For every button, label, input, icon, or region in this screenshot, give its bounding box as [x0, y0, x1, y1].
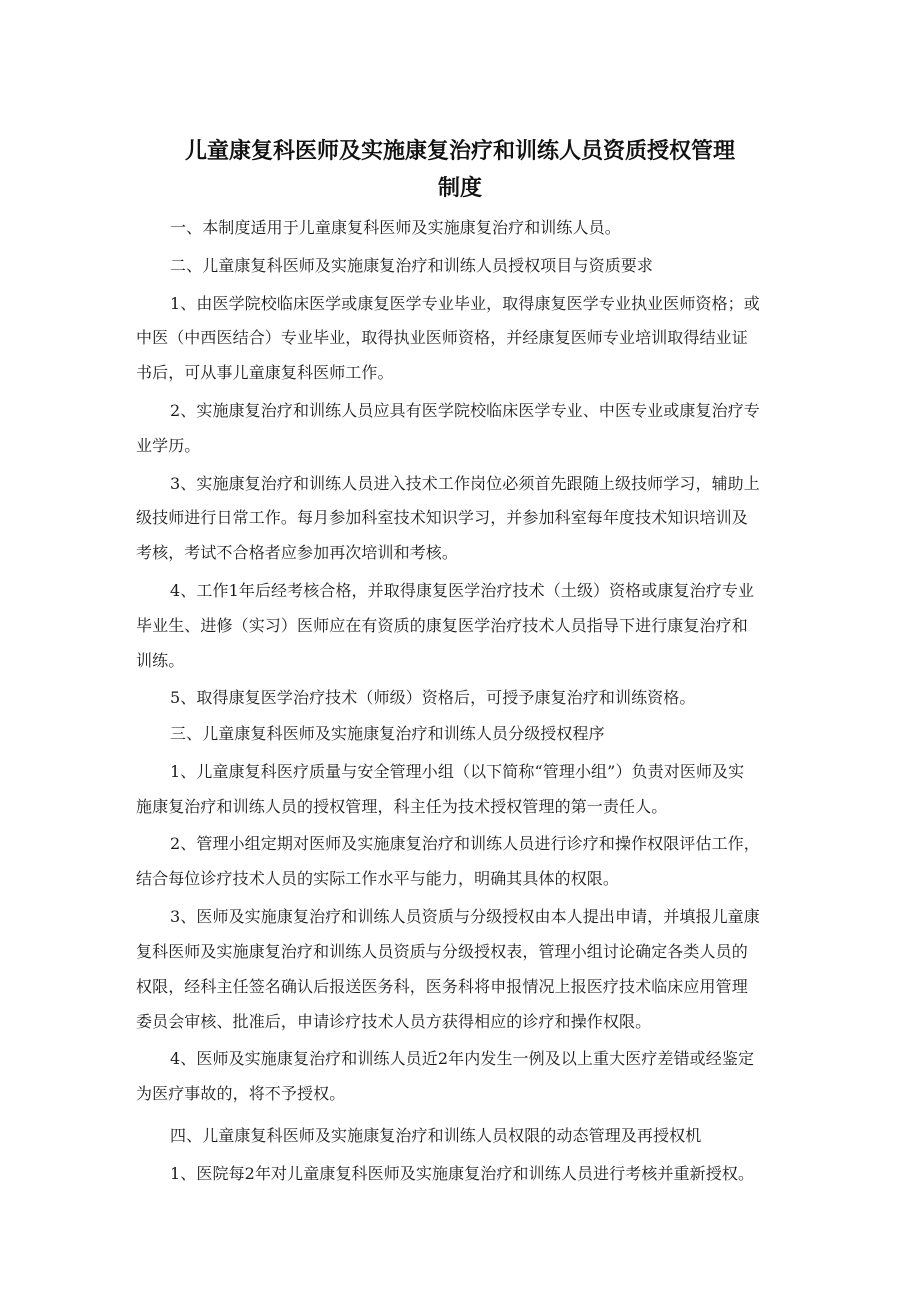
- section-3-heading: 三、儿童康复科医师及实施康复治疗和训练人员分级授权程序: [170, 724, 605, 743]
- paragraph-2-3-line: 级技师进行日常工作。每月参加科室技术知识学习，并参加科室每年度技术知识培训及: [136, 508, 748, 527]
- paragraph-4-1-line: 1、医院每2年对儿童康复科医师及实施康复治疗和训练人员进行考核并重新授权。: [170, 1164, 755, 1183]
- document-title: 儿童康复科医师及实施康复治疗和训练人员资质授权管理: [184, 139, 735, 164]
- paragraph-2-4-line: 毕业生、进修（实习）医师应在有资质的康复医学治疗技术人员指导下进行康复治疗和: [136, 616, 748, 635]
- document-title-continued: 制度: [437, 176, 482, 201]
- paragraph-2-3-line: 3、实施康复治疗和训练人员进入技术工作岗位必须首先跟随上级技师学习，辅助上: [170, 474, 760, 493]
- paragraph-2-3-line: 考核，考试不合格者应参加再次培训和考核。: [136, 543, 459, 562]
- paragraph-3-3-line: 复科医师及实施康复治疗和训练人员资质与分级授权表，管理小组讨论确定各类人员的: [136, 942, 748, 961]
- paragraph-3-2-line: 结合每位诊疗技术人员的实际工作水平与能力，明确其具体的权限。: [136, 869, 620, 888]
- paragraph-2-4-line: 4、工作1年后经考核合格，并取得康复医学治疗技术（土级）资格或康复治疗专业: [170, 581, 755, 600]
- paragraph-2-4-line: 训练。: [136, 651, 185, 670]
- section-1-heading: 一、本制度适用于儿童康复科医师及实施康复治疗和训练人员。: [170, 218, 621, 237]
- paragraph-3-4-line: 为医疗事故的，将不予授权。: [136, 1084, 346, 1103]
- paragraph-2-1-line: 书后，可从事儿童康复科医师工作。: [136, 363, 394, 382]
- paragraph-3-4-line: 4、医师及实施康复治疗和训练人员近2年内发生一例及以上重大医疗差错或经鉴定: [170, 1049, 755, 1068]
- paragraph-2-2-line: 业学历。: [136, 436, 201, 455]
- paragraph-3-3-line: 3、医师及实施康复治疗和训练人员资质与分级授权由本人提出申请，并填报儿童康: [170, 907, 760, 926]
- paragraph-3-2-line: 2、管理小组定期对医师及实施康复治疗和训练人员进行诊疗和操作权限评估工作，: [170, 834, 760, 853]
- section-4-heading: 四、儿童康复科医师及实施康复治疗和训练人员权限的动态管理及再授权机: [170, 1126, 702, 1145]
- paragraph-3-1-line: 1、儿童康复科医疗质量与安全管理小组（以下简称“管理小组”）负责对医师及实: [170, 762, 745, 781]
- paragraph-3-3-line: 委员会审核、批准后，申请诊疗技术人员方获得相应的诊疗和操作权限。: [136, 1012, 652, 1031]
- paragraph-2-1-line: 1、由医学院校临床医学或康复医学专业毕业，取得康复医学专业执业医师资格；或: [170, 294, 760, 313]
- paragraph-3-3-line: 权限，经科主任签名确认后报送医务科，医务科将申报情况上报医疗技术临床应用管理: [136, 977, 748, 996]
- paragraph-2-5-line: 5、取得康复医学治疗技术（师级）资格后，可授予康复治疗和训练资格。: [170, 688, 696, 707]
- paragraph-2-2-line: 2、实施康复治疗和训练人员应具有医学院校临床医学专业、中医专业或康复治疗专: [170, 401, 760, 420]
- paragraph-2-1-line: 中医（中西医结合）专业毕业，取得执业医师资格，并经康复医师专业培训取得结业证: [136, 328, 748, 347]
- paragraph-3-1-line: 施康复治疗和训练人员的授权管理，科主任为技术授权管理的第一责任人。: [136, 797, 668, 816]
- section-2-heading: 二、儿童康复科医师及实施康复治疗和训练人员授权项目与资质要求: [170, 256, 654, 275]
